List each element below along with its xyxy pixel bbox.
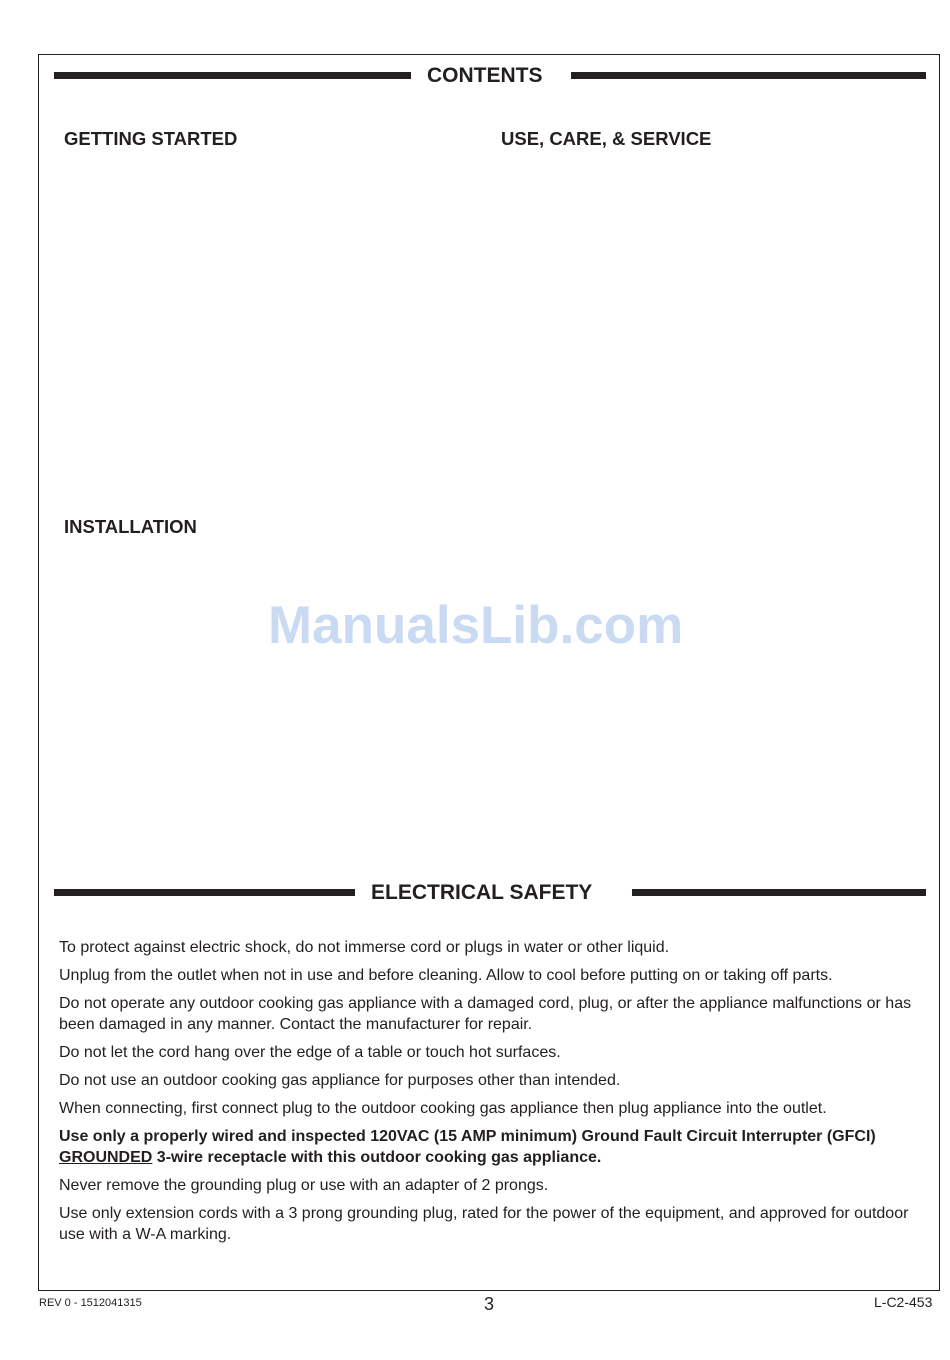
getting-started-heading: GETTING STARTED xyxy=(64,128,238,149)
electrical-safety-list xyxy=(59,937,925,1252)
safety-item: Unplug from the outlet when not in use and before cleaning. Allow to cool before putting on or taking off parts. xyxy=(59,967,833,984)
gfci-text-part1: Use only a properly wired and inspected 120VAC (15 AMP minimum) Ground Fault Circuit Interrupter (GFCI) xyxy=(59,1128,876,1145)
gfci-text-part2: 3-wire receptacle with this outdoor cooking gas appliance. xyxy=(152,1149,602,1166)
use-care-service-heading: USE, CARE, & SERVICE xyxy=(501,128,712,149)
contents-title: CONTENTS xyxy=(427,64,543,87)
contents-rule-left xyxy=(54,72,411,79)
installation-heading: INSTALLATION xyxy=(64,516,197,537)
electrical-safety-title: ELECTRICAL SAFETY xyxy=(371,881,593,904)
safety-item: Do not let the cord hang over the edge of a table or touch hot surfaces. xyxy=(59,1044,561,1061)
safety-item: Never remove the grounding plug or use with an adapter of 2 prongs. xyxy=(59,1177,549,1194)
safety-item: Do not operate any outdoor cooking gas appliance with a damaged cord, plug, or after the appliance malfunctions or has been damaged in any manner. Contact the manufacturer for repair. xyxy=(59,995,912,1033)
footer-page-number: 3 xyxy=(484,1294,495,1314)
safety-item: To protect against electric shock, do not immerse cord or plugs in water or other liquid. xyxy=(59,939,670,956)
footer-doc-code: L-C2-453 xyxy=(874,1294,933,1310)
watermark: ManualsLib.com xyxy=(268,596,684,655)
safety-rule-left xyxy=(54,889,355,896)
safety-item: Do not use an outdoor cooking gas appliance for purposes other than intended. xyxy=(59,1072,621,1089)
safety-item: When connecting, first connect plug to the outdoor cooking gas appliance then plug appliance into the outlet. xyxy=(59,1100,827,1117)
contents-rule-right xyxy=(571,72,926,79)
safety-rule-right xyxy=(632,889,926,896)
footer-revision: REV 0 - 1512041315 xyxy=(39,1297,142,1309)
safety-item: Use only extension cords with a 3 prong grounding plug, rated for the power of the equipment, and approved for outdoor use with a W-A marking. xyxy=(59,1205,909,1243)
grounded-underlined: GROUNDED xyxy=(59,1149,153,1166)
safety-item-gfci xyxy=(59,1126,925,1168)
